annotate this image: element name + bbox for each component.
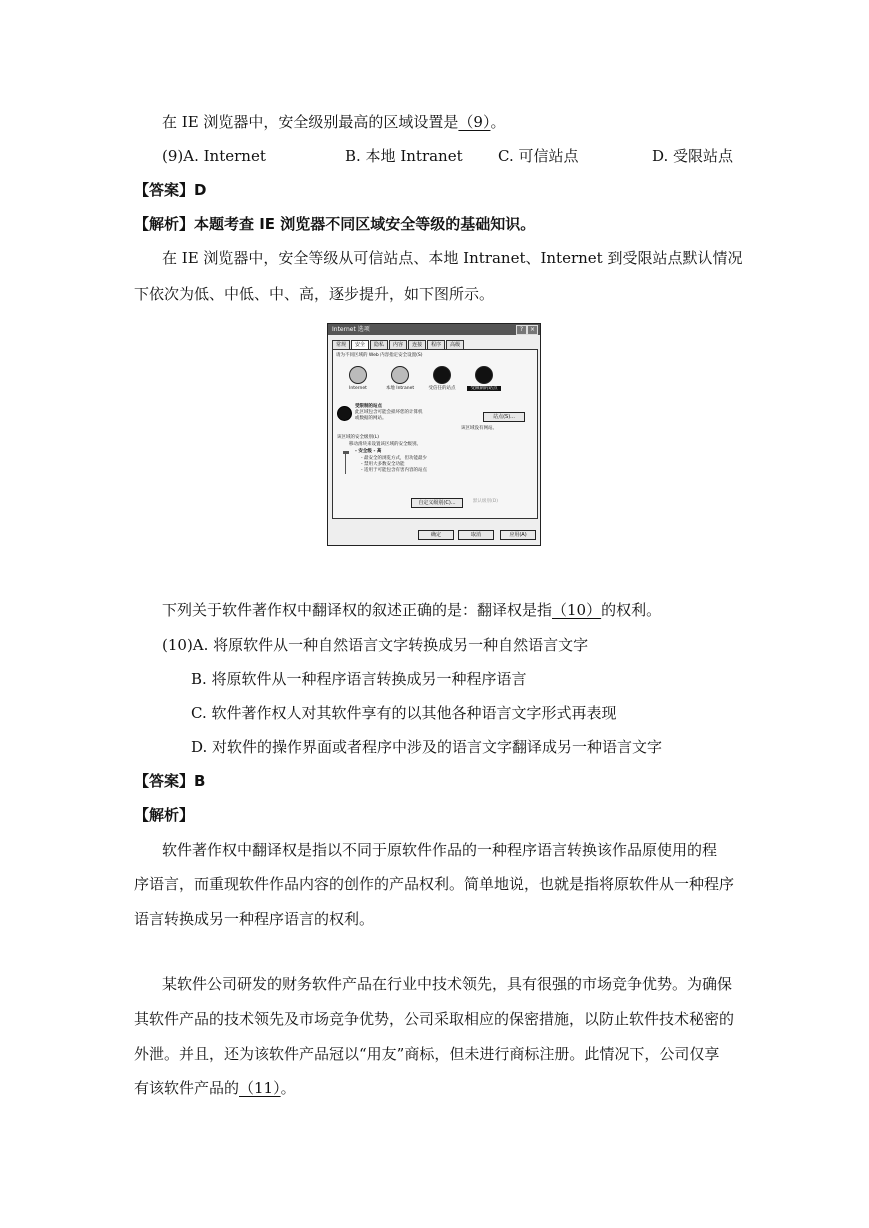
ok-button: 确定 (418, 530, 454, 540)
q10-analysis-line1: 软件著作权中翻译权是指以不同于原软件作品的一种程序语言转换该作品原使用的程 (162, 841, 718, 859)
apply-button: 应用(A) (500, 530, 536, 540)
tab-content: 内容 (389, 340, 407, 349)
q9-analysis-line2: 下依次为低、中低、中、高，逐步提升，如下图所示。 (134, 285, 495, 303)
checkmark-icon (433, 366, 451, 384)
q9-answer: 【答案】D (134, 181, 207, 199)
slider-thumb (343, 451, 349, 454)
q11-line4-text: 有该软件产品的 (134, 1079, 240, 1097)
security-level-name: - 安全级 - 高 (355, 449, 382, 454)
q9-analysis-title: 【解析】本题考查 IE 浏览器不同区域安全等级的基础知识。 (134, 215, 536, 233)
restricted-zone-icon (337, 406, 352, 421)
q9-stem-end: 。 (490, 113, 506, 131)
internet-options-dialog-figure (327, 323, 541, 546)
zone-trusted (425, 366, 459, 391)
q10-analysis-line2: 序语言，而重现软件作品内容的创作的产品权利。简单地说，也就是指将原软件从一种程序 (134, 875, 735, 893)
dialog-title: Internet 选项 (332, 326, 370, 333)
tab-security: 安全 (351, 340, 369, 349)
zone-internet-label: Internet (349, 386, 367, 391)
q10-option-d: D. 对软件的操作界面或者程序中涉及的语言文字翻译成另一种语言文字 (191, 738, 663, 756)
q9-option-a: (9)A. Internet (162, 147, 266, 165)
q11-line1: 某软件公司研发的财务软件产品在行业中技术领先，具有很强的市场竞争优势。为确保 (162, 975, 733, 993)
q9-analysis-line1: 在 IE 浏览器中，安全等级从可信站点、本地 Intranet、Internet 到受限站点默认情况 (162, 249, 743, 267)
q10-analysis-title: 【解析】 (134, 806, 195, 824)
security-level-item2: - 禁用大多数安全功能 (361, 462, 405, 467)
q11-line4-end: 。 (280, 1079, 296, 1097)
zone-internet (341, 366, 375, 391)
zone-restricted-label: 受限制的站点 (467, 386, 501, 391)
q9-option-c: C. 可信站点 (498, 147, 579, 165)
zone-desc-1: 此区域包含可能会损坏您的计算机 (355, 410, 423, 415)
tab-advanced: 高级 (446, 340, 464, 349)
close-icon: × (527, 325, 538, 335)
tab-general: 常规 (332, 340, 350, 349)
q9-option-d: D. 受限站点 (652, 147, 734, 165)
security-level-custom: 移动滑块来设置该区域的安全级别。 (349, 442, 421, 447)
zone-desc-2: 或数据的网站。 (355, 416, 387, 421)
zone-heading: 受限制的站点 (355, 404, 382, 409)
restricted-icon (475, 366, 493, 384)
globe-icon (349, 366, 367, 384)
tab-privacy: 隐私 (370, 340, 388, 349)
q10-stem (162, 600, 661, 620)
q9-option-b: B. 本地 Intranet (345, 147, 463, 165)
security-level-item3: - 适用于可能包含有害内容的站点 (361, 468, 428, 473)
zone-intranet (383, 366, 417, 391)
security-panel (332, 349, 538, 519)
security-level-item1: - 最安全的浏览方式，但功能最少 (361, 456, 428, 461)
q11-line2: 其软件产品的技术领先及市场竞争优势，公司采取相应的保密措施，以防止软件技术秘密的 (134, 1010, 735, 1028)
zone-prompt: 请为不同区域的 Web 内容指定安全设置(S) (336, 353, 423, 358)
q10-option-b: B. 将原软件从一种程序语言转换成另一种程序语言 (191, 670, 527, 688)
q9-stem-text: 在 IE 浏览器中，安全级别最高的区域设置是 (162, 113, 459, 131)
q9-blank: （9） (458, 113, 491, 131)
dialog-title-bar (328, 324, 540, 335)
tab-connections: 连接 (408, 340, 426, 349)
zone-trusted-label: 受信任的站点 (428, 386, 456, 391)
zone-restricted (467, 366, 501, 391)
q10-blank: （10） (552, 601, 602, 619)
q10-stem-text: 下列关于软件著作权中翻译权的叙述正确的是：翻译权是指 (162, 601, 553, 619)
custom-level-button: 自定义级别(C)... (411, 498, 463, 508)
q10-answer: 【答案】B (134, 772, 206, 790)
dialog-tabs (332, 340, 465, 349)
slider-track (345, 452, 346, 474)
default-level-button: 默认级别(D) (473, 499, 498, 504)
q10-stem-end: 的权利。 (601, 601, 662, 619)
q10-option-a: (10)A. 将原软件从一种自然语言文字转换成另一种自然语言文字 (162, 636, 589, 654)
computer-icon (391, 366, 409, 384)
no-sites-text: 该区域没有网站。 (461, 426, 497, 431)
q10-option-c: C. 软件著作权人对其软件享有的以其他各种语言文字形式再表现 (191, 704, 617, 722)
tab-programs: 程序 (427, 340, 445, 349)
security-level-heading: 该区域的安全级别(L) (337, 435, 380, 440)
q10-analysis-line3: 语言转换成另一种程序语言的权利。 (134, 910, 375, 928)
sites-button: 站点(S)... (483, 412, 525, 422)
help-icon: ? (516, 325, 527, 335)
cancel-button: 取消 (458, 530, 494, 540)
q11-line4 (134, 1078, 296, 1098)
q11-line3: 外泄。并且，还为该软件产品冠以“用友”商标，但未进行商标注册。此情况下，公司仅享 (134, 1045, 720, 1063)
zone-intranet-label: 本地 Intranet (385, 386, 415, 391)
q9-stem (162, 112, 505, 132)
q11-blank: （11） (239, 1079, 281, 1097)
